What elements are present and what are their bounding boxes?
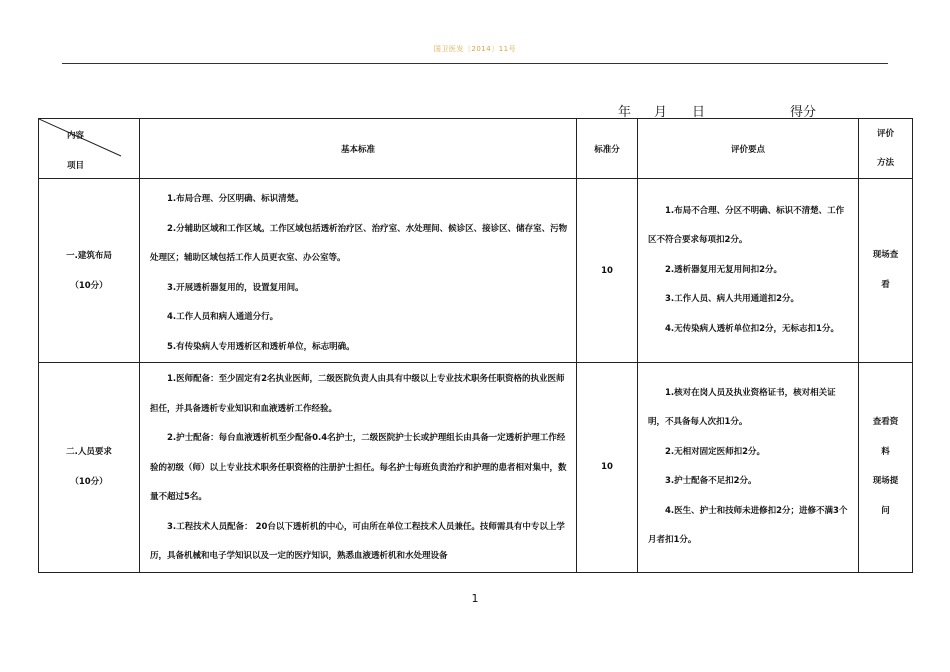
- header-evaluation-method: 评价方法: [859, 119, 913, 179]
- evaluation-method-cell: [859, 179, 913, 363]
- page-number: 1: [471, 592, 479, 605]
- item-score: （10分）: [70, 477, 108, 488]
- evaluation-method-cell: [859, 363, 913, 573]
- evaluation-points-cell: [638, 363, 859, 573]
- method-line: 看: [881, 279, 890, 290]
- basic-standard-line: 2.护士配备：每台血液透析机至少配备0.4名护士，二级医院护士长或护理组长由具备一定透析护理工作经验的初级（师）以上专业技术职务任职资格的注册护士担任。每名护士每班负责治疗和护理的患者相对集中，数量不超过5名。: [150, 433, 567, 502]
- evaluation-points-cell: [638, 179, 859, 363]
- table-row: [39, 363, 913, 573]
- basic-standard-cell: [140, 179, 577, 363]
- method-line: 查看资: [872, 417, 899, 428]
- standard-score-cell: 10: [577, 179, 638, 363]
- header-item-label: 项目: [67, 161, 85, 171]
- header-standard-score: 标准分: [577, 119, 638, 179]
- item-score: （10分）: [70, 280, 108, 291]
- item-cell: [39, 363, 140, 573]
- evaluation-point: 1.核对在岗人员及执业资格证书，核对相关证明，不具备每人次扣1分。: [648, 387, 836, 428]
- header-content-label: 内容: [67, 131, 85, 141]
- evaluation-table: [38, 118, 913, 573]
- evaluation-point: 3.护士配备不足扣2分。: [665, 476, 757, 487]
- method-line: 料: [881, 446, 890, 457]
- score-label: 得分: [790, 105, 817, 120]
- basic-standard-line: 4.工作人员和病人通道分行。: [167, 312, 279, 322]
- item-title: 一.建筑布局: [66, 250, 112, 261]
- table-row: [39, 179, 913, 363]
- standard-score-cell: 10: [577, 363, 638, 573]
- basic-standard-line: 5.有传染病人专用透析区和透析单位，标志明确。: [167, 341, 355, 352]
- method-line: 问: [881, 505, 890, 516]
- year-label: 年: [618, 105, 632, 120]
- basic-standard-line: 1.医师配备：至少固定有2名执业医师，二级医院负责人由具有中级以上专业技术职务任职资格的执业医师担任，并具备透析专业知识和血液透析工作经验。: [150, 374, 565, 414]
- item-cell: [39, 179, 140, 363]
- header-evaluation-points: 评价要点: [638, 119, 859, 179]
- basic-standard-line: 2.分辅助区域和工作区域。工作区域包括透析治疗区、治疗室、水处理间、候诊区、接诊区、储存室、污物处理区；辅助区域包括工作人员更衣室、办公室等。: [150, 223, 568, 263]
- basic-standard-line: 3.工程技术人员配备： 20台以下透析机的中心，可由所在单位工程技术人员兼任。技师需具有中专以上学历，具备机械和电子学知识以及一定的医疗知识，熟悉血液透析机和水处理设备: [150, 521, 565, 561]
- header-basic-standard: 基本标准: [140, 119, 577, 179]
- table-header-row: [39, 119, 913, 179]
- document-reference: 国卫医发〔2014〕11号: [433, 45, 517, 53]
- basic-standard-cell: [140, 363, 577, 573]
- basic-standard-line: 3.开展透析器复用的，设置复用间。: [167, 282, 304, 293]
- diagonal-line: [39, 119, 140, 179]
- month-label: 月: [654, 105, 668, 120]
- evaluation-point: 2.无相对固定医师扣2分。: [665, 446, 766, 457]
- basic-standard-line: 1.布局合理、分区明确、标识清楚。: [167, 194, 304, 204]
- method-line: 现场查: [872, 250, 899, 260]
- evaluation-point: 3.工作人员、病人共用通道扣2分。: [665, 294, 800, 305]
- item-title: 二.人员要求: [66, 447, 112, 458]
- diagonal-header-cell: [39, 119, 140, 179]
- evaluation-point: 4.无传染病人透析单位扣2分，无标志扣1分。: [665, 323, 839, 334]
- header-rule: [62, 63, 888, 64]
- method-line: 现场提: [872, 476, 899, 487]
- day-label: 日: [692, 105, 706, 120]
- evaluation-point: 1.布局不合理、分区不明确、标识不清楚、工作区不符合要求每项扣2分。: [648, 205, 845, 246]
- evaluation-point: 2.透析器复用无复用间扣2分。: [665, 264, 783, 275]
- evaluation-point: 4.医生、护士和技师未进修扣2分；进修不满3个月者扣1分。: [648, 505, 848, 546]
